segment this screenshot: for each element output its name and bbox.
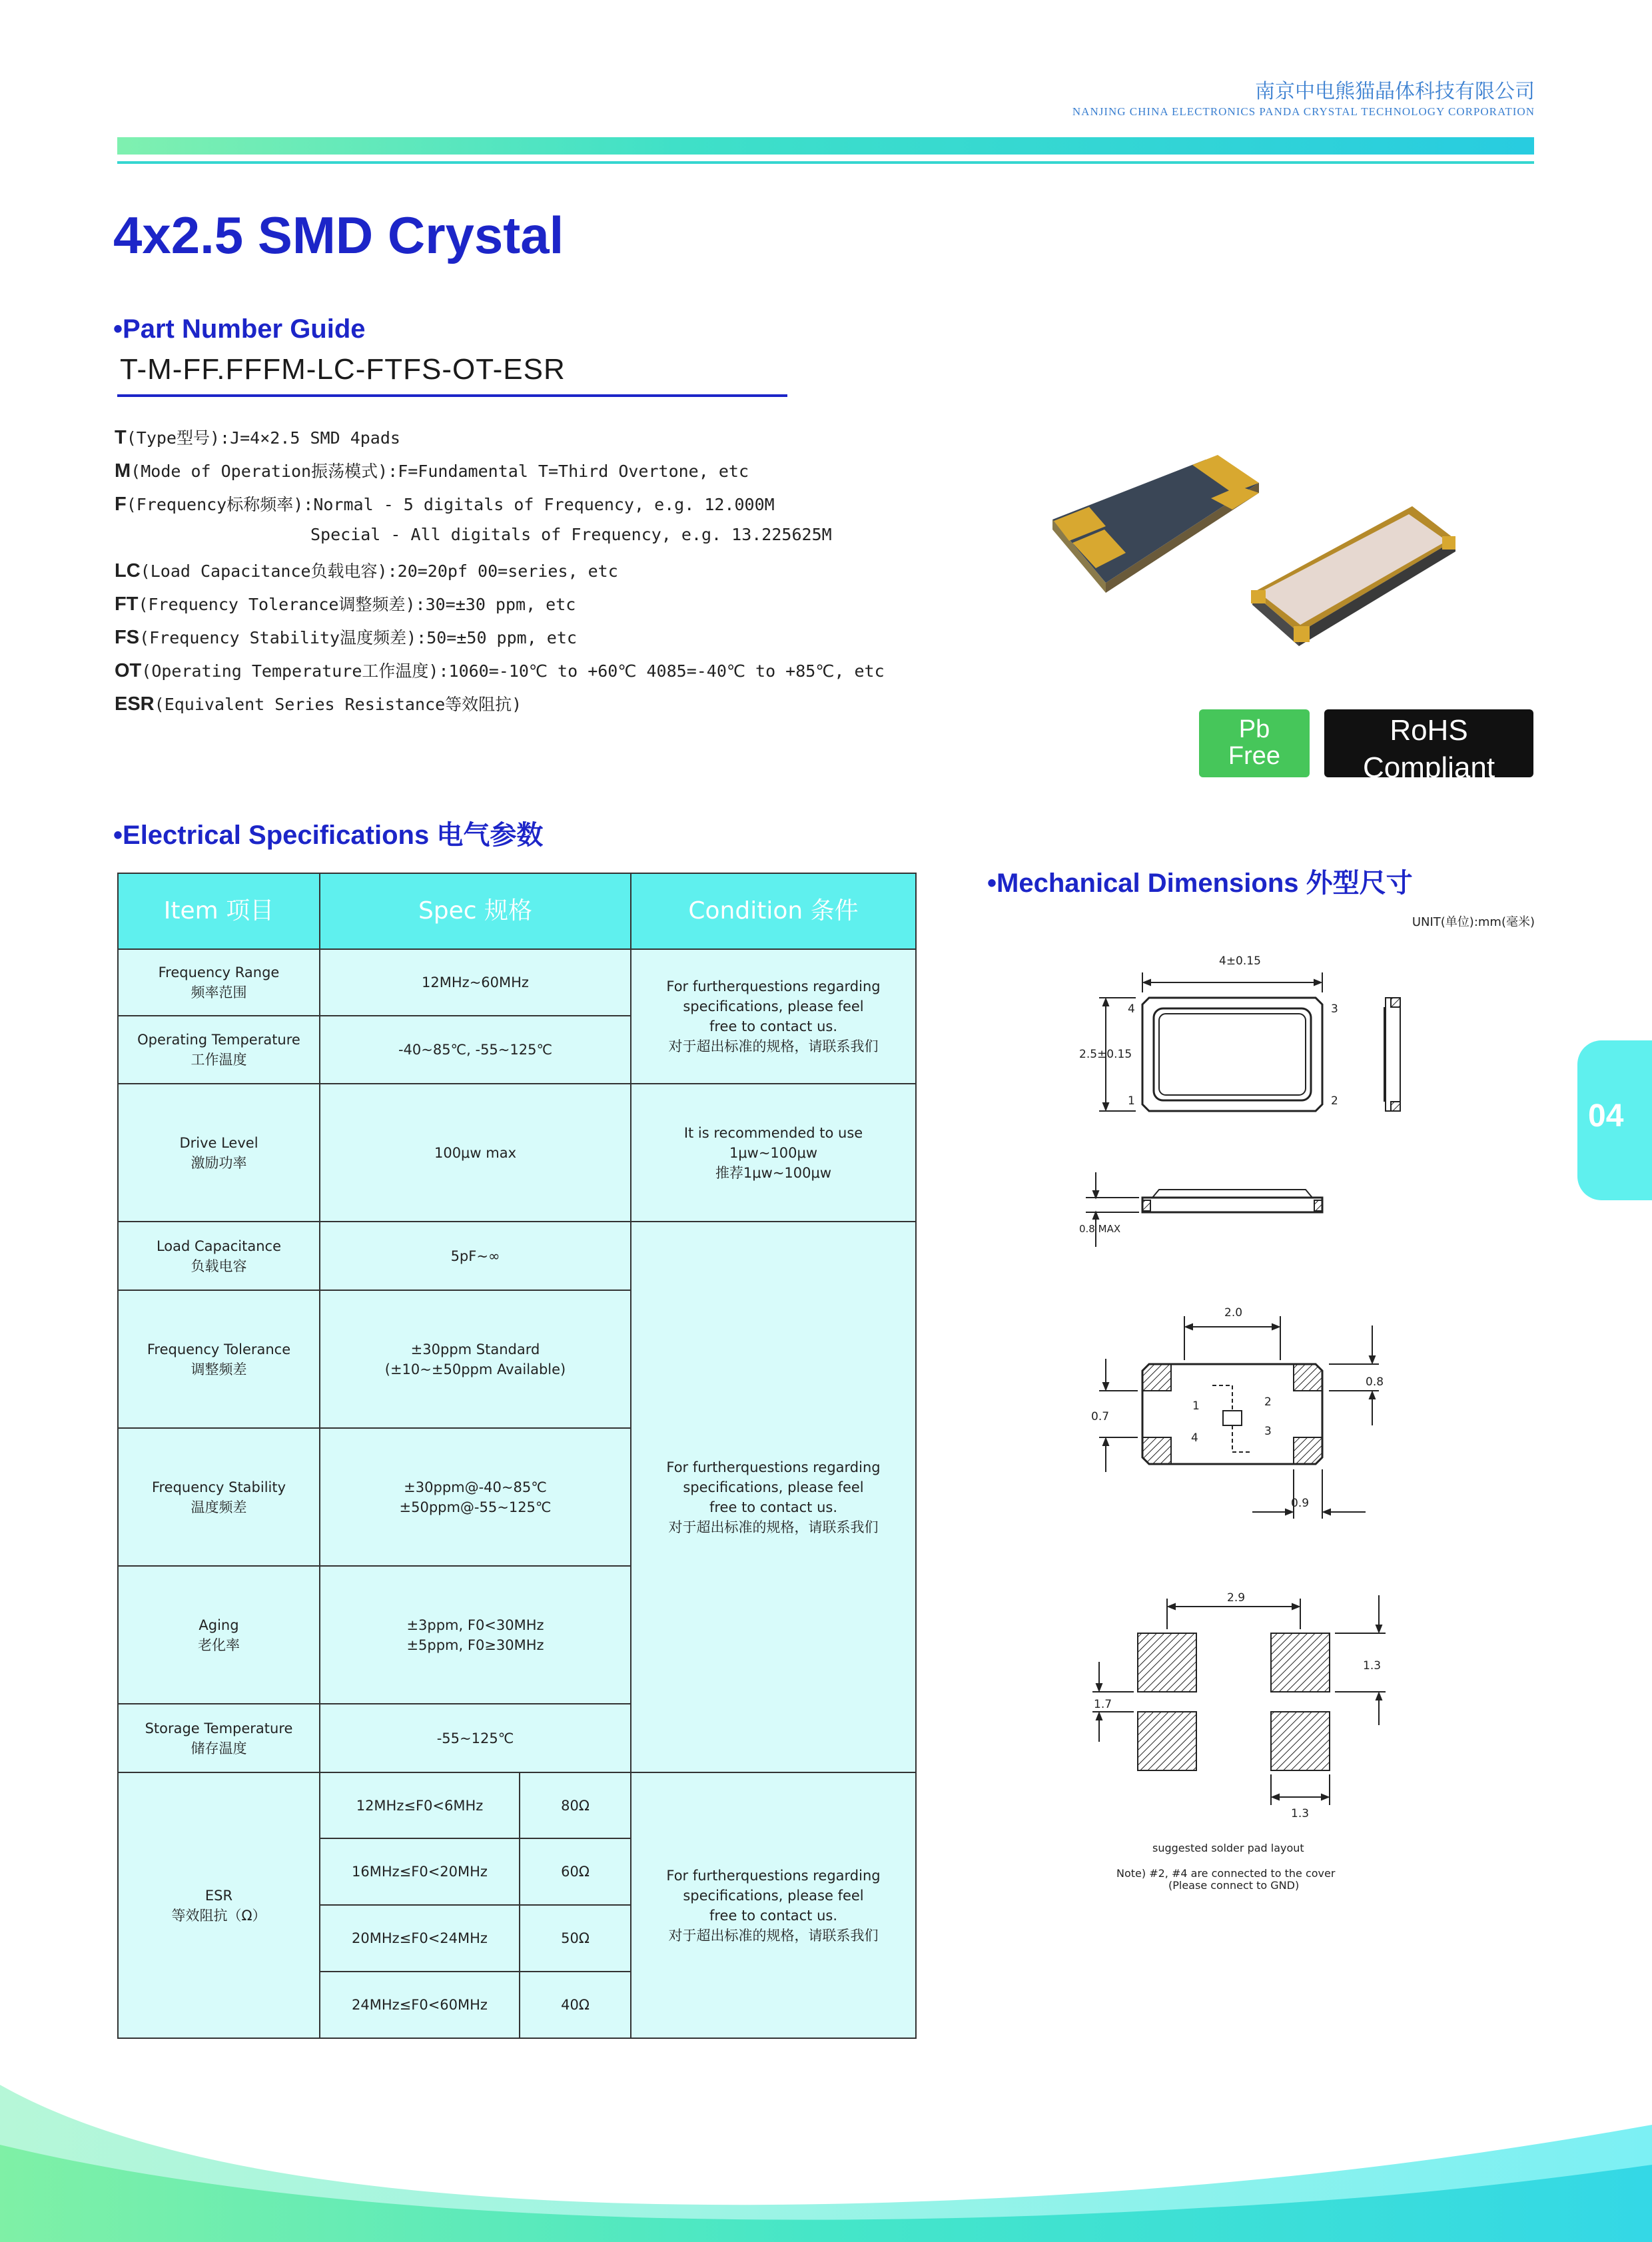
solder-caption: suggested solder pad layout [1152, 1842, 1304, 1854]
guide-line-mode: M(Mode of Operation振荡模式):F=Fundamental T=Third Overtone, etc [115, 460, 749, 482]
crystal-bottom-view [1052, 455, 1259, 593]
esr-item-cell: ESR 等效阻抗（Ω） [118, 1772, 320, 2038]
bottom-view [1099, 1316, 1379, 1519]
guide-line-operating-temperature: OT(Operating Temperature工作温度):1060=-10℃ to +60℃ 4085=-40℃ to +85℃, etc [115, 660, 885, 681]
part-number-code: T-M-FF.FFFM-LC-FTFS-OT-ESR [120, 353, 566, 386]
dim-height: 2.5±0.15 [1079, 1048, 1132, 1061]
pb-free-line1: Pb [1238, 715, 1270, 743]
condition-cell: It is recommended to use 1μw~100μw 推荐1μw~100μw [631, 1084, 916, 1222]
crystal-top-view [1251, 506, 1455, 646]
dim-pad-h: 0.8 [1366, 1375, 1384, 1389]
page-title: 4x2.5 SMD Crystal [113, 206, 564, 264]
note-line-1: Note) #2, #4 are connected to the cover [1116, 1867, 1336, 1880]
electrical-specs-table [117, 873, 917, 2039]
guide-line-type: T(Type型号):J=4×2.5 SMD 4pads [115, 427, 400, 448]
part-number-guide-heading: •Part Number Guide [113, 314, 366, 344]
bottom-view-labels [1091, 1306, 1384, 1510]
esr-value-cell: 80Ω [520, 1772, 631, 1838]
side-view [1086, 1172, 1322, 1247]
solder-labels [1094, 1591, 1381, 1820]
guide-line-esr: ESR(Equivalent Series Resistance等效阻抗) [115, 693, 522, 715]
header-divider [117, 161, 1534, 164]
rohs-directive: Directive 2002/95/EC [1337, 787, 1521, 809]
esr-value-cell: 40Ω [520, 1972, 631, 2038]
pb-free-line2: Free [1228, 742, 1281, 770]
spec-cell: ±3ppm, F0<30MHz ±5ppm, F0≥30MHz [320, 1566, 631, 1704]
item-cell: Drive Level 激励功率 [118, 1084, 320, 1222]
item-cell: Aging 老化率 [118, 1566, 320, 1704]
electrical-specs-heading: •Electrical Specifications 电气参数 [113, 821, 544, 850]
guide-line-frequency: F(Frequency标称频率):Normal - 5 digitals of Frequency, e.g. 12.000M [115, 494, 775, 515]
esr-range-cell: 16MHz≤F0<20MHz [320, 1838, 520, 1905]
pin-3-label: 3 [1331, 1002, 1338, 1016]
spec-cell: 100μw max [320, 1084, 631, 1222]
pad-4-label: 4 [1191, 1431, 1198, 1445]
esr-range-cell: 24MHz≤F0<60MHz [320, 1972, 520, 2038]
pin-4-label: 4 [1128, 1002, 1135, 1016]
solder-pad-layout [1092, 1595, 1386, 1805]
pad-1-label: 1 [1192, 1399, 1200, 1413]
dim-pad-w: 0.9 [1291, 1497, 1310, 1510]
unit-label: UNIT(单位):mm(毫米) [1412, 915, 1535, 929]
item-cell: Frequency Tolerance 调整频差 [118, 1290, 320, 1428]
item-cell: Load Capacitance 负载电容 [118, 1222, 320, 1290]
company-name-cn: 南京中电熊猫晶体科技有限公司 [1255, 80, 1535, 103]
rohs-badge [1324, 709, 1533, 809]
esr-range-cell: 20MHz≤F0<24MHz [320, 1905, 520, 1972]
spec-cell: ±30ppm@-40~85℃ ±50ppm@-55~125℃ [320, 1428, 631, 1566]
col-spec-header: Spec 规格 [320, 873, 631, 949]
pin-1-label: 1 [1128, 1094, 1135, 1108]
item-cell: Storage Temperature 储存温度 [118, 1704, 320, 1772]
table-row [118, 1222, 916, 1290]
esr-range-cell: 12MHz≤F0<6MHz [320, 1772, 520, 1838]
spec-cell: 5pF~∞ [320, 1222, 631, 1290]
item-cell: Operating Temperature 工作温度 [118, 1016, 320, 1084]
item-cell: Frequency Range 频率范围 [118, 949, 320, 1016]
mechanical-drawing [1052, 946, 1426, 1918]
pad-2-label: 2 [1264, 1395, 1272, 1409]
pin-2-label: 2 [1331, 1094, 1338, 1108]
dim-thickness: 0.8 MAX [1079, 1223, 1121, 1235]
part-number-underline [117, 394, 787, 397]
dim-solder-pitch: 2.9 [1227, 1591, 1246, 1605]
condition-cell: For furtherquestions regarding specifications, please feel free to contact us. 对于超出标准的规格，请联系我们 [631, 1772, 916, 2038]
rohs-title: RoHS Compliant [1362, 714, 1495, 784]
esr-value-cell: 50Ω [520, 1905, 631, 1972]
pb-free-badge [1199, 709, 1310, 777]
dim-solder-w: 1.3 [1291, 1807, 1310, 1820]
note-line-2: (Please connect to GND) [1168, 1879, 1300, 1892]
header-band [117, 137, 1534, 155]
dim-pad-pitch: 2.0 [1224, 1306, 1243, 1319]
pad-3-label: 3 [1264, 1425, 1272, 1438]
page-tab: 04 [1577, 1040, 1652, 1200]
dim-solder-gap: 1.7 [1094, 1698, 1112, 1711]
dim-pad-gap: 0.7 [1091, 1410, 1110, 1423]
dim-width: 4±0.15 [1219, 954, 1261, 968]
guide-line-frequency-special: Special - All digitals of Frequency, e.g. 13.225625M [310, 525, 832, 544]
guide-line-frequency-stability: FS(Frequency Stability温度频差):50=±50 ppm, etc [115, 627, 577, 648]
col-condition-header: Condition 条件 [631, 873, 916, 949]
table-row [118, 1084, 916, 1222]
footer-wave [0, 2065, 1652, 2242]
spec-cell: 12MHz~60MHz [320, 949, 631, 1016]
esr-value-cell: 60Ω [520, 1838, 631, 1905]
table-header-row [118, 873, 916, 949]
col-item-header: Item 项目 [118, 873, 320, 949]
spec-cell: -40~85℃, -55~125℃ [320, 1016, 631, 1084]
guide-line-load-capacitance: LC(Load Capacitance负载电容):20=20pf 00=series, etc [115, 560, 618, 581]
mechanical-dims-heading: •Mechanical Dimensions 外型尺寸 [987, 869, 1413, 898]
table-row [118, 1772, 916, 1838]
guide-line-frequency-tolerance: FT(Frequency Tolerance调整频差):30=±30 ppm, etc [115, 593, 576, 615]
spec-cell: ±30ppm Standard (±10~±50ppm Available) [320, 1290, 631, 1428]
dim-solder-h: 1.3 [1363, 1659, 1382, 1673]
top-view [1099, 972, 1400, 1111]
table-row [118, 949, 916, 1016]
company-name-en: NANJING CHINA ELECTRONICS PANDA CRYSTAL TECHNOLOGY CORPORATION [1072, 105, 1535, 118]
top-view-labels [1079, 954, 1338, 1108]
item-cell: Frequency Stability 温度频差 [118, 1428, 320, 1566]
condition-cell: For furtherquestions regarding specifications, please feel free to contact us. 对于超出标准的规格，请联系我们 [631, 1222, 916, 1772]
condition-cell: For furtherquestions regarding specifications, please feel free to contact us. 对于超出标准的规格，请联系我们 [631, 949, 916, 1084]
spec-cell: -55~125℃ [320, 1704, 631, 1772]
product-photo [1039, 426, 1465, 673]
